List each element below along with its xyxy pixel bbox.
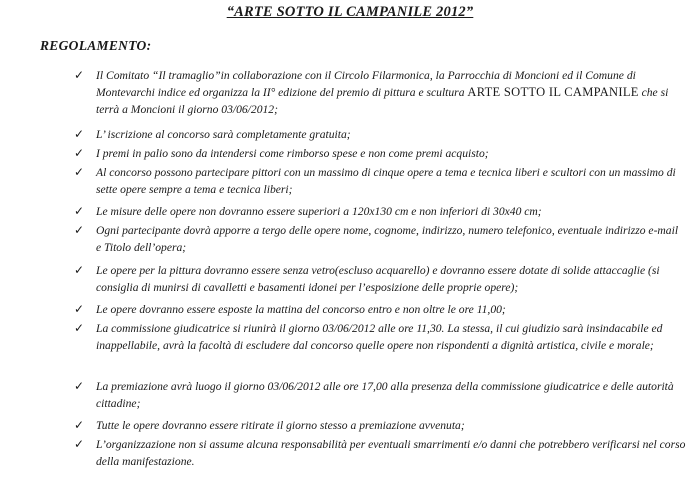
checkmark-icon: ✓ — [74, 321, 85, 335]
rule-text: Le misure delle opere non dovranno essere superiori a 120x130 cm e non inferiori di 30x40 cm; — [96, 205, 542, 218]
rule-text: Ogni partecipante dovrà apporre a tergo delle opere nome, cognome, indirizzo, numero telefonico, eventuale indirizzo e-mail e Titolo dell’opera; — [96, 224, 679, 254]
rule-text: I premi in palio sono da intendersi come rimborso spese e non come premi acquisto; — [96, 147, 489, 160]
section-heading: REGOLAMENTO: — [40, 38, 152, 53]
checkmark-icon: ✓ — [74, 437, 85, 451]
rule-text: La premiazione avrà luogo il giorno 03/06/2012 alle ore 17,00 alla presenza della commissione giudicatrice e delle autorità cittadine; — [96, 380, 674, 410]
rule-text: L’organizzazione non si assume alcuna responsabilità per eventuali smarrimenti e/o danni che potrebbero verificarsi nel corso della manifestazione. — [96, 438, 686, 468]
rule-text: Le opere dovranno essere esposte la mattina del concorso entro e non oltre le ore 11,00; — [96, 303, 506, 316]
checkmark-icon: ✓ — [74, 165, 85, 179]
checkmark-icon: ✓ — [74, 68, 85, 82]
checkmark-icon: ✓ — [74, 223, 85, 237]
rule-text: Il Comitato “Il tramaglio”in collaborazione con il Circolo Filarmonica, la Parrocchia di Moncioni ed il Comune di Montevarchi indice ed organizza la II° edizione del premio di pittura e scultura ARTE SOTTO IL CAMPANILE che si terrà a Moncioni il giorno 03/06/2012; — [96, 69, 669, 116]
checkmark-icon: ✓ — [74, 379, 85, 393]
checkmark-icon: ✓ — [74, 204, 85, 218]
checkmark-icon: ✓ — [74, 302, 85, 316]
document-title: “ARTE SOTTO IL CAMPANILE 2012” — [226, 4, 474, 20]
rule-text: Al concorso possono partecipare pittori con un massimo di cinque opere a tema e tecnica liberi e scultori con un massimo di sette opere sempre a tema e tecnica liberi; — [96, 166, 676, 196]
rule-text: Le opere per la pittura dovranno essere senza vetro(escluso acquarello) e dovranno essere dotate di solide attaccaglie (si consiglia di munirsi di cavalletti e basamenti idonei per l’esposizione delle proprie opere); — [96, 264, 660, 294]
rule-text: Tutte le opere dovranno essere ritirate il giorno stesso a premiazione avvenuta; — [96, 419, 465, 432]
checkmark-icon: ✓ — [74, 418, 85, 432]
checkmark-icon: ✓ — [74, 127, 85, 141]
checkmark-icon: ✓ — [74, 263, 85, 277]
checkmark-icon: ✓ — [74, 146, 85, 160]
rule-text: La commissione giudicatrice si riunirà il giorno 03/06/2012 alle ore 11,30. La stessa, il cui giudizio sarà insindacabile ed inappellabile, avrà la facoltà di escludere dal concorso quelle opere non rispondenti a dignità artistica, civile e morale; — [96, 322, 663, 352]
rule-text: L’ iscrizione al concorso sarà completamente gratuita; — [96, 128, 351, 141]
